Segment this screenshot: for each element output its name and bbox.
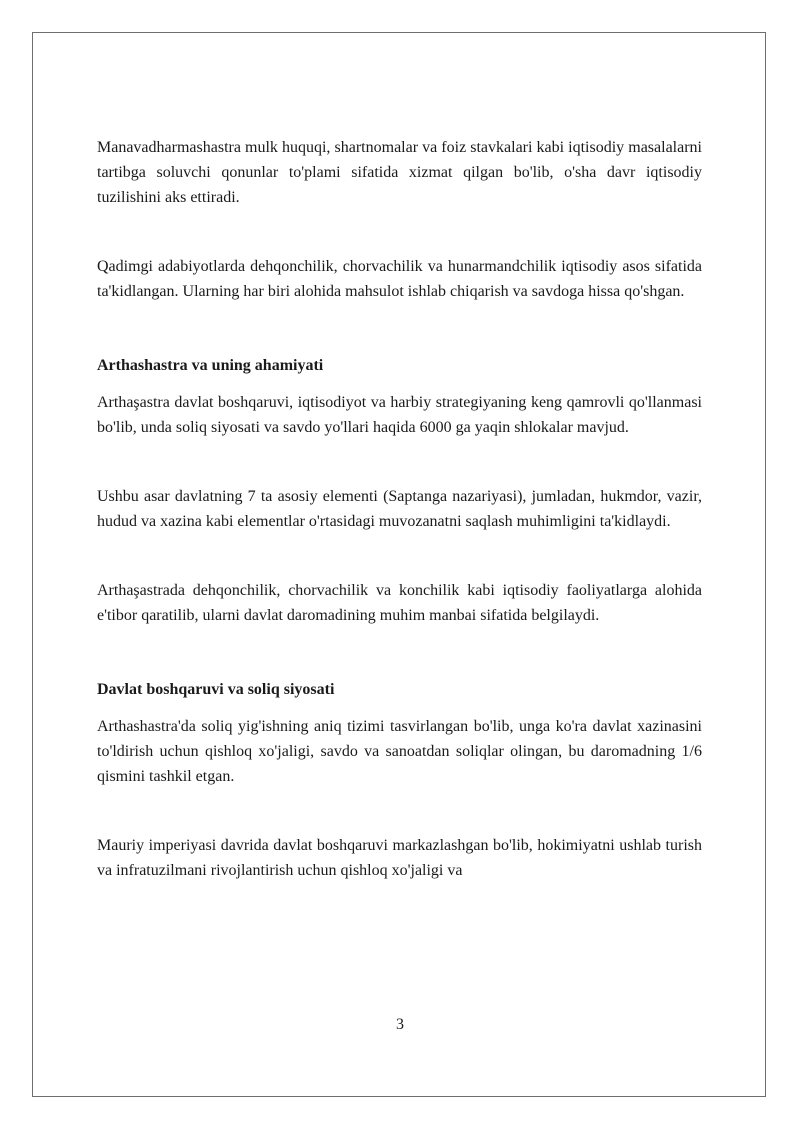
section-heading-davlat-boshqaruvi: Davlat boshqaruvi va soliq siyosati [97, 681, 335, 698]
paragraph-soliq-tizimi: Arthashastra'da soliq yig'ishning aniq tizimi tasvirlangan bo'lib, unga ko'ra davlat xazinasini to'ldirish uchun qishloq xo'jaligi, savdo va sanoatdan soliqlar olingan, bu daromadning 1/6 qismini tashkil etgan. [97, 718, 702, 785]
paragraph-iqtisodiy-faoliyat: Arthaşastrada dehqonchilik, chorvachilik va konchilik kabi iqtisodiy faoliyatlarga alohida e'tibor qaratilib, ularni davlat daromadining muhim manbai sifatida belgilaydi. [97, 582, 702, 624]
section-heading-arthashastra: Arthashastra va uning ahamiyati [97, 357, 324, 374]
paragraph-arthasastra-davlat: Arthaşastra davlat boshqaruvi, iqtisodiyot va harbiy strategiyaning keng qamrovli qo'llanmasi bo'lib, unda soliq siyosati va savdo yo'llari haqida 6000 ga yaqin shlokalar mavjud. [97, 394, 702, 436]
paragraph-mauriy-imperiyasi: Mauriy imperiyasi davrida davlat boshqaruvi markazlashgan bo'lib, hokimiyatni ushlab turish va infratuzilmani rivojlantirish uchun qishloq xo'jaligi va [97, 837, 702, 879]
page-number: 3 [396, 1016, 404, 1033]
paragraph-manavadharmashastra: Manavadharmashastra mulk huquqi, shartnomalar va foiz stavkalari kabi iqtisodiy masalalarni tartibga soluvchi qonunlar to'plami sifatida xizmat qilgan bo'lib, o'sha davr iqtisodiy tuzilishini aks ettiradi. [97, 139, 702, 206]
paragraph-qadimgi-adabiyotlar: Qadimgi adabiyotlarda dehqonchilik, chorvachilik va hunarmandchilik iqtisodiy asos sifatida ta'kidlangan. Ularning har biri alohida mahsulot ishlab chiqarish va savdoga hissa qo'shgan. [97, 258, 702, 300]
paragraph-saptanga: Ushbu asar davlatning 7 ta asosiy elementi (Saptanga nazariyasi), jumladan, hukmdor, vazir, hudud va xazina kabi elementlar o'rtasidagi muvozanatni saqlash muhimligini ta'kidlaydi. [97, 488, 702, 530]
document-body [97, 135, 702, 883]
